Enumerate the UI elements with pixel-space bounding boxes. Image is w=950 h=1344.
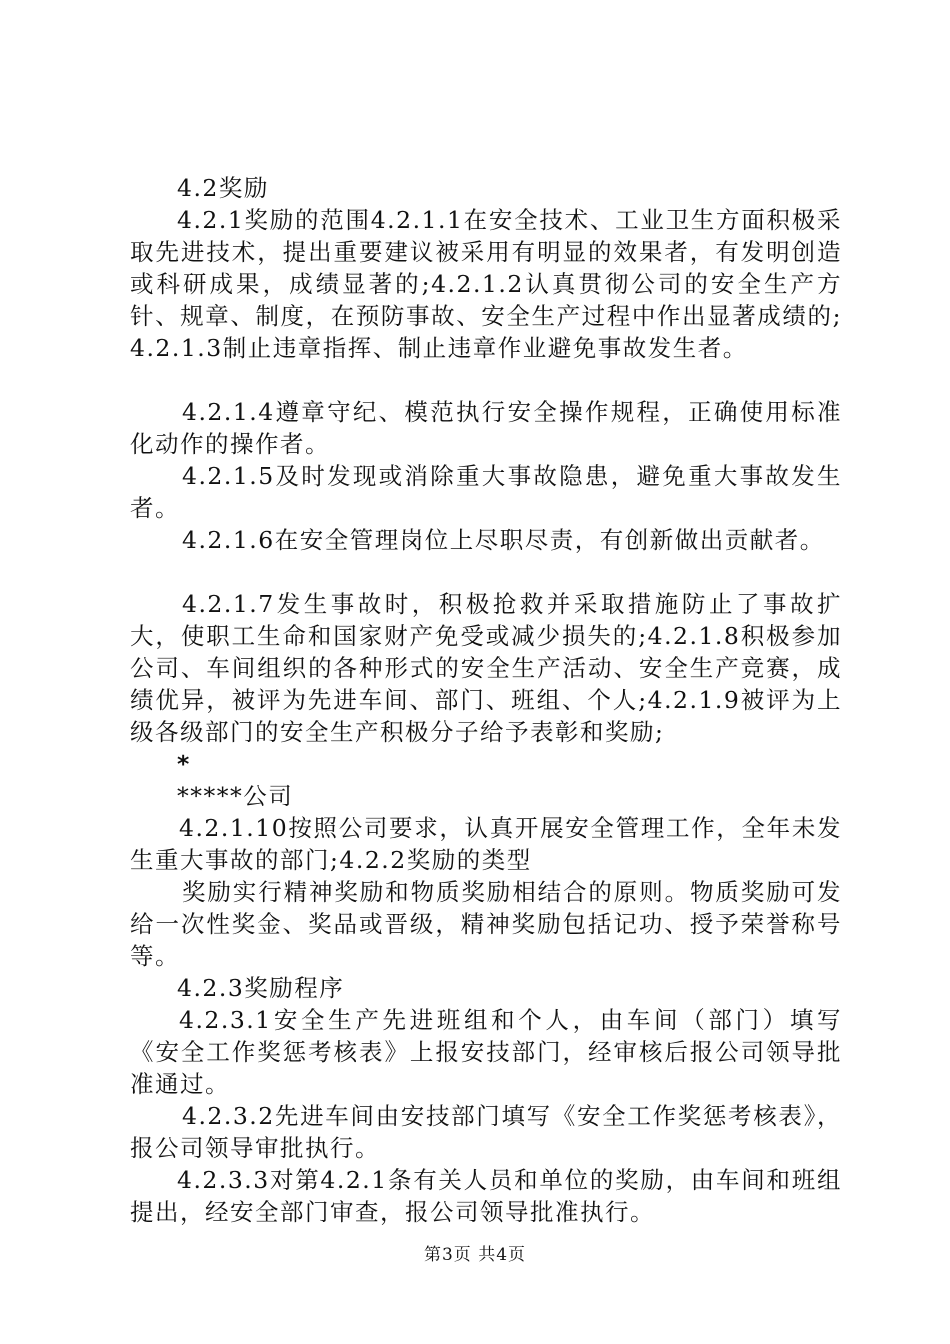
paragraph-4-2-1-7: 4.2.1.7发生事故时，积极抢救并采取措施防止了事故扩大，使职工生命和国家财产免受或减少损失的;4.2.1.8积极参加公司、车间组织的各种形式的安全生产活动、安全生产竞赛，成绩优异，被评为先进车间、部门、班组、个人;4.2.1.9被评为上级各级部门的安全生产积极分子给予表彰和奖励;: [130, 590, 842, 746]
paragraph-4-2-1: 4.2.1奖励的范围4.2.1.1在安全技术、工业卫生方面积极采取先进技术，提出重要建议被采用有明显的效果者，有发明创造或科研成果，成绩显著的;4.2.1.2认真贯彻公司的安全生产方针、规章、制度，在预防事故、安全生产过程中作出显著成绩的;4.2.1.3制止违章指挥、制止违章作业避免事故发生者。: [130, 206, 842, 362]
paragraph-4-2-1-6: 4.2.1.6在安全管理岗位上尽职尽责，有创新做出贡献者。: [182, 526, 825, 554]
company-name-line: *****公司: [177, 782, 294, 810]
paragraph-reward-types: 奖励实行精神奖励和物质奖励相结合的原则。物质奖励可发给一次性奖金、奖品或晋级，精神奖励包括记功、授予荣誉称号等。: [130, 878, 842, 970]
paragraph-4-2-1-10: 4.2.1.10按照公司要求，认真开展安全管理工作，全年未发生重大事故的部门;4.2.2奖励的类型: [130, 814, 842, 874]
section-heading-4-2: 4.2奖励: [177, 174, 269, 202]
paragraph-4-2-1-5: 4.2.1.5及时发现或消除重大事故隐患，避免重大事故发生者。: [130, 462, 842, 522]
paragraph-4-2-1-4: 4.2.1.4遵章守纪、模范执行安全操作规程，正确使用标准化动作的操作者。: [130, 398, 842, 458]
document-body: [130, 172, 842, 1228]
paragraph-4-2-3-1: 4.2.3.1安全生产先进班组和个人，由车间（部门）填写《安全工作奖惩考核表》上报安技部门，经审核后报公司领导批准通过。: [130, 1006, 842, 1098]
paragraph-4-2-3-3: 4.2.3.3对第4.2.1条有关人员和单位的奖励，由车间和班组提出，经安全部门审查，报公司领导批准执行。: [130, 1166, 842, 1226]
paragraph-gap: [130, 364, 842, 396]
page-number-footer: 第3页 共4页: [423, 1245, 527, 1265]
paragraph-4-2-3-2: 4.2.3.2先进车间由安技部门填写《安全工作奖惩考核表》，报公司领导审批执行。: [130, 1102, 842, 1162]
paragraph-gap: [130, 556, 842, 588]
asterisk-mark: *: [177, 750, 191, 778]
section-heading-4-2-3: 4.2.3奖励程序: [177, 974, 345, 1002]
